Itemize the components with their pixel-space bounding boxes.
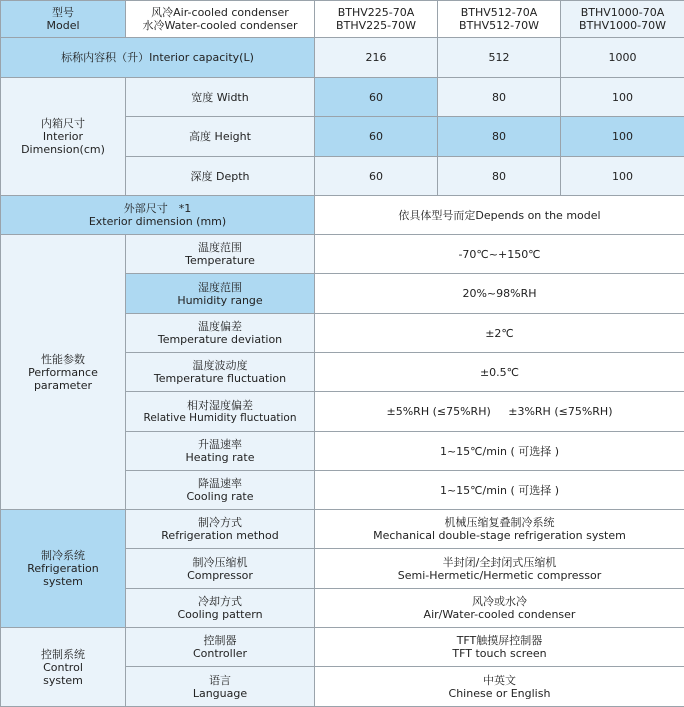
temperature-fluctuation-value: ±0.5℃: [315, 353, 684, 392]
value-cn: 中英文: [317, 674, 682, 687]
param-label-en: Language: [128, 687, 312, 700]
width-value: 60: [315, 78, 438, 117]
exterior-label-cn: 外部尺寸 *1: [3, 202, 312, 215]
param-label-en: Temperature: [128, 254, 312, 267]
control-group-label: [1, 628, 126, 707]
param-label-en: Cooling pattern: [128, 608, 312, 621]
param-label-en: Temperature fluctuation: [128, 372, 312, 385]
value-cn: 机械压缩复叠制冷系统: [317, 516, 682, 529]
controller-label: [126, 628, 315, 667]
param-label-en: Refrigeration method: [128, 529, 312, 542]
depth-label: 深度 Depth: [126, 157, 315, 196]
refrigeration-group-en-2: system: [3, 575, 123, 588]
param-label-cn: 相对湿度偏差: [128, 399, 312, 412]
width-label: 宽度 Width: [126, 78, 315, 117]
exterior-label-en: Exterior dimension (mm): [3, 215, 312, 228]
model-column-1: [315, 1, 438, 38]
control-group-en-1: Control: [3, 661, 123, 674]
model-column-2: [438, 1, 561, 38]
height-value: 100: [561, 117, 684, 157]
capacity-value: 1000: [561, 38, 684, 78]
param-label-en: Cooling rate: [128, 490, 312, 503]
condenser-line-2: 水冷Water-cooled condenser: [128, 19, 312, 32]
value-en: Mechanical double-stage refrigeration system: [317, 529, 682, 542]
condenser-header-cell: [126, 1, 315, 38]
param-label-cn: 制冷方式: [128, 516, 312, 529]
heating-rate-label: [126, 432, 315, 471]
param-label-cn: 温度范围: [128, 241, 312, 254]
width-value: 100: [561, 78, 684, 117]
param-label-en: Controller: [128, 647, 312, 660]
interior-group-label: [1, 78, 126, 196]
param-label-cn: 语言: [128, 674, 312, 687]
model-3-line-1: BTHV1000-70A: [563, 6, 682, 19]
cooling-pattern-value: [315, 589, 684, 628]
param-label-cn: 湿度范围: [128, 281, 312, 294]
param-label-cn: 冷却方式: [128, 595, 312, 608]
interior-group-cn: 内箱尺寸: [3, 117, 123, 130]
cooling-rate-value: 1~15℃/min ( 可选择 ): [315, 471, 684, 510]
depth-value: 80: [438, 157, 561, 196]
param-label-cn: 温度偏差: [128, 320, 312, 333]
width-value: 80: [438, 78, 561, 117]
control-group-en-2: system: [3, 674, 123, 687]
height-label: 高度 Height: [126, 117, 315, 157]
interior-group-en-2: Dimension(cm): [3, 143, 123, 156]
param-label-cn: 降温速率: [128, 477, 312, 490]
model-3-line-2: BTHV1000-70W: [563, 19, 682, 32]
param-label-en: Temperature deviation: [128, 333, 312, 346]
temperature-deviation-label: [126, 314, 315, 353]
humidity-fluctuation-value: ±5%RH (≤75%RH) ±3%RH (≤75%RH): [315, 392, 684, 432]
exterior-value: 依具体型号而定Depends on the model: [315, 196, 684, 235]
model-header-cell: [1, 1, 126, 38]
refrigeration-method-label: [126, 510, 315, 549]
param-label-cn: 制冷压缩机: [128, 556, 312, 569]
capacity-value: 216: [315, 38, 438, 78]
condenser-line-1: 风冷Air-cooled condenser: [128, 6, 312, 19]
param-label-en: Relative Humidity fluctuation: [128, 412, 312, 425]
model-1-line-2: BTHV225-70W: [317, 19, 435, 32]
value-en: Chinese or English: [317, 687, 682, 700]
param-label-en: Compressor: [128, 569, 312, 582]
model-2-line-2: BTHV512-70W: [440, 19, 558, 32]
param-label-cn: 温度波动度: [128, 359, 312, 372]
controller-value: [315, 628, 684, 667]
value-en: TFT touch screen: [317, 647, 682, 660]
performance-group-label: [1, 235, 126, 510]
humidity-range-value: 20%~98%RH: [315, 274, 684, 314]
cooling-pattern-label: [126, 589, 315, 628]
height-value: 80: [438, 117, 561, 157]
language-label: [126, 667, 315, 707]
capacity-value: 512: [438, 38, 561, 78]
heating-rate-value: 1~15℃/min ( 可选择 ): [315, 432, 684, 471]
value-cn: 半封闭/全封闭式压缩机: [317, 556, 682, 569]
temperature-deviation-value: ±2℃: [315, 314, 684, 353]
temperature-label: [126, 235, 315, 274]
interior-group-en-1: Interior: [3, 130, 123, 143]
refrigeration-group-cn: 制冷系统: [3, 549, 123, 562]
capacity-label: 标称内容积（升）Interior capacity(L): [1, 38, 315, 78]
performance-group-en-1: Performance: [3, 366, 123, 379]
depth-value: 60: [315, 157, 438, 196]
model-1-line-1: BTHV225-70A: [317, 6, 435, 19]
param-label-en: Humidity range: [128, 294, 312, 307]
depth-value: 100: [561, 157, 684, 196]
temperature-value: -70℃~+150℃: [315, 235, 684, 274]
refrigeration-group-en-1: Refrigeration: [3, 562, 123, 575]
compressor-label: [126, 549, 315, 589]
performance-group-cn: 性能参数: [3, 353, 123, 366]
value-cn: 风冷或水冷: [317, 595, 682, 608]
model-column-3: [561, 1, 684, 38]
language-value: [315, 667, 684, 707]
model-label-en: Model: [3, 19, 123, 32]
humidity-fluctuation-label: [126, 392, 315, 432]
param-label-en: Heating rate: [128, 451, 312, 464]
control-group-cn: 控制系统: [3, 648, 123, 661]
model-label-cn: 型号: [3, 6, 123, 19]
refrigeration-method-value: [315, 510, 684, 549]
refrigeration-group-label: [1, 510, 126, 628]
param-label-cn: 控制器: [128, 634, 312, 647]
value-cn: TFT触摸屏控制器: [317, 634, 682, 647]
performance-group-en-2: parameter: [3, 379, 123, 392]
value-en: Semi-Hermetic/Hermetic compressor: [317, 569, 682, 582]
model-2-line-1: BTHV512-70A: [440, 6, 558, 19]
value-en: Air/Water-cooled condenser: [317, 608, 682, 621]
param-label-cn: 升温速率: [128, 438, 312, 451]
cooling-rate-label: [126, 471, 315, 510]
height-value: 60: [315, 117, 438, 157]
temperature-fluctuation-label: [126, 353, 315, 392]
exterior-label: [1, 196, 315, 235]
humidity-range-label: [126, 274, 315, 314]
compressor-value: [315, 549, 684, 589]
